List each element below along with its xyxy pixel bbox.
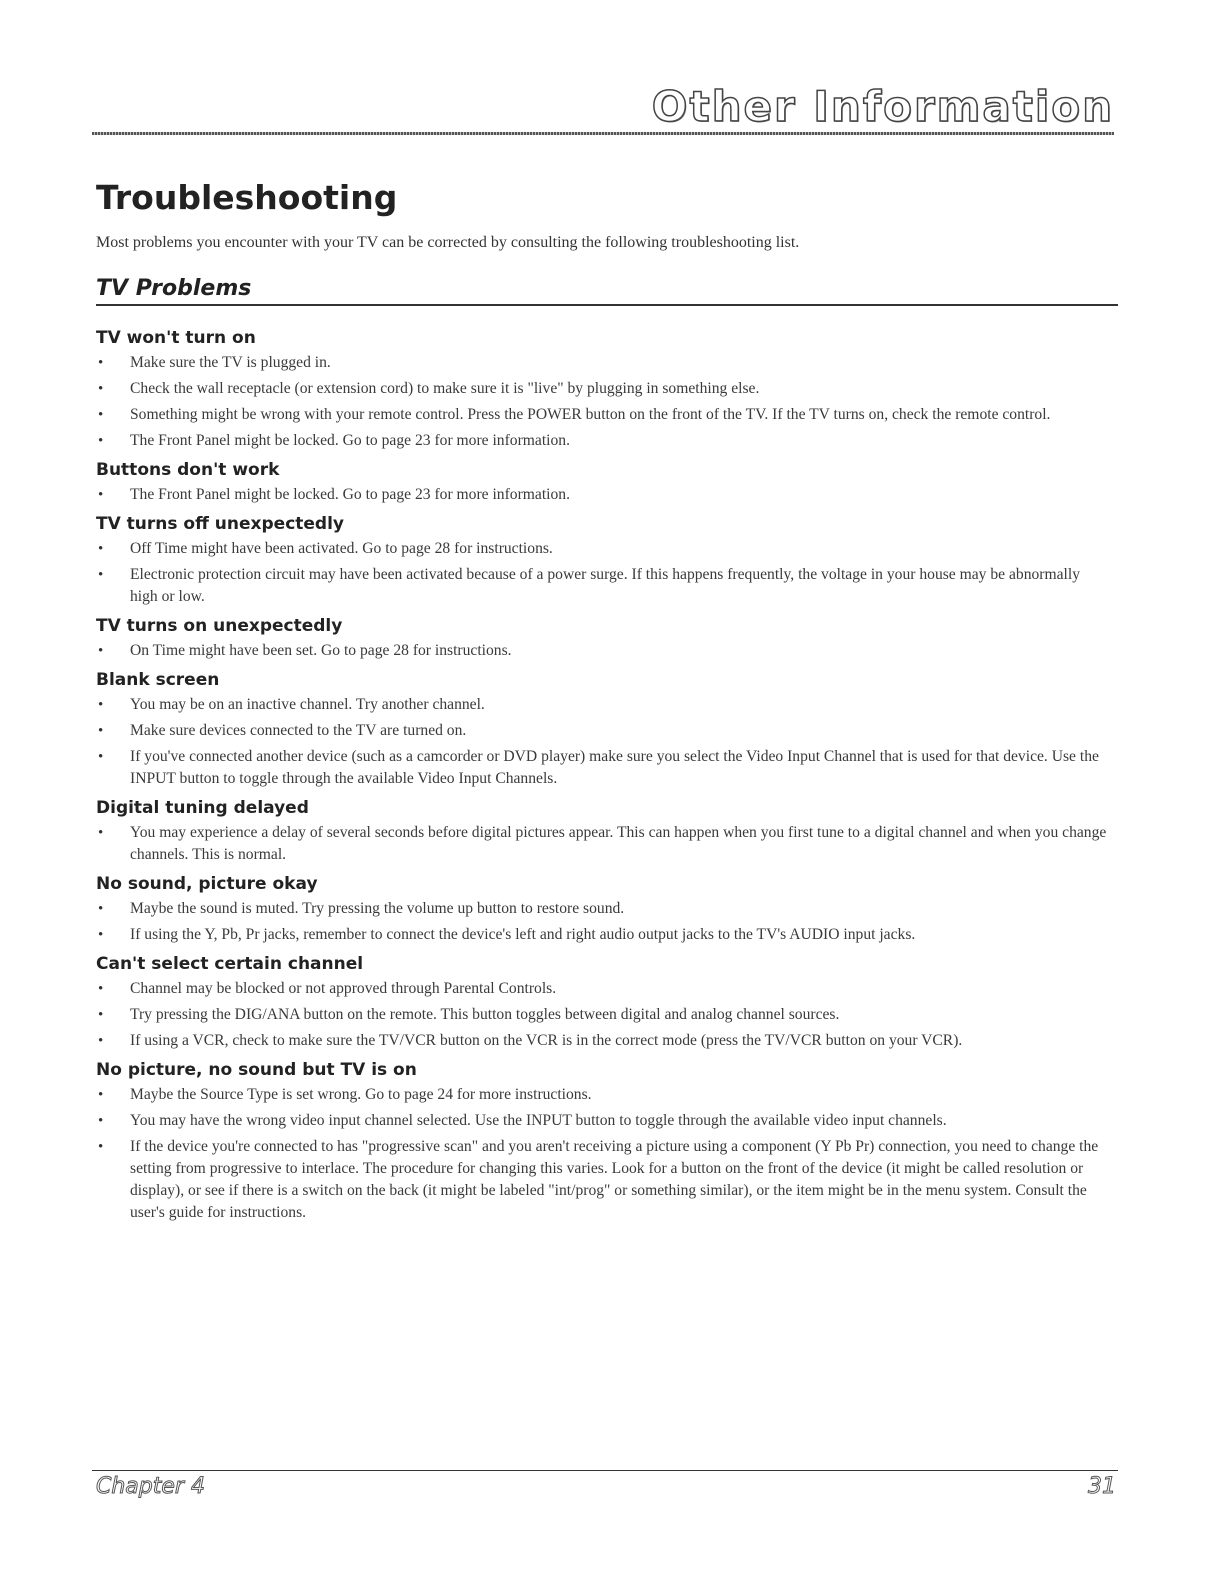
group-heading: TV turns off unexpectedly	[96, 514, 345, 534]
list-item: • If the device you're connected to has "progressive scan" and you aren't receiving a picture using a component (Y Pb Pr) connection, you need to change the setting from progressive to interlace. The procedure for changing this varies. Look for a button on the front of the device (it might be called resolution or display), or see if there is a switch on the back (it might be labeled "int/prog" or something similar), or the item might be in the menu system. Consult the user's guide for instructions.	[96, 1136, 1111, 1224]
list-item: • Something might be wrong with your remote control. Press the POWER button on the front of the TV. If the TV turns on, check the remote control.	[96, 404, 1111, 426]
group-blank-screen	[96, 668, 1111, 790]
list-item: • Try pressing the DIG/ANA button on the remote. This button toggles between digital and analog channel sources.	[96, 1004, 1111, 1026]
list-item: • You may be on an inactive channel. Try another channel.	[96, 694, 1111, 716]
section-rule	[96, 304, 1118, 306]
group-no-picture-no-sound	[96, 1058, 1111, 1224]
list-item: • On Time might have been set. Go to page 28 for instructions.	[96, 640, 1111, 662]
header-rule	[92, 132, 1114, 135]
group-heading: No sound, picture okay	[96, 874, 318, 894]
list-item: • If using the Y, Pb, Pr jacks, remember to connect the device's left and right audio output jacks to the TV's AUDIO input jacks.	[96, 924, 1111, 946]
header-title: Other Information	[651, 82, 1114, 131]
list-item: • Channel may be blocked or not approved through Parental Controls.	[96, 978, 1111, 1000]
list-item: • Electronic protection circuit may have been activated because of a power surge. If this happens frequently, the voltage in your house may be abnormally high or low.	[96, 564, 1111, 608]
troubleshooting-list	[96, 326, 1111, 1230]
list-item: • You may experience a delay of several seconds before digital pictures appear. This can happen when you first tune to a digital channel and when you change channels. This is normal.	[96, 822, 1111, 866]
list-item: • You may have the wrong video input channel selected. Use the INPUT button to toggle through the available video input channels.	[96, 1110, 1111, 1132]
group-heading: TV turns on unexpectedly	[96, 616, 343, 636]
group-heading: Buttons don't work	[96, 460, 280, 480]
intro-text: Most problems you encounter with your TV can be corrected by consulting the following troubleshooting list.	[96, 234, 800, 251]
group-no-sound	[96, 872, 1111, 946]
list-item: • The Front Panel might be locked. Go to page 23 for more information.	[96, 484, 1111, 506]
group-digital-tuning	[96, 796, 1111, 866]
footer-rule	[92, 1470, 1118, 1471]
group-heading: Digital tuning delayed	[96, 798, 309, 818]
group-buttons-dont-work	[96, 458, 1111, 506]
page-title: Troubleshooting	[96, 178, 398, 217]
list-item: • Make sure devices connected to the TV are turned on.	[96, 720, 1111, 742]
section-title: TV Problems	[96, 276, 252, 301]
list-item: • Maybe the Source Type is set wrong. Go to page 24 for more instructions.	[96, 1084, 1111, 1106]
list-item: • Make sure the TV is plugged in.	[96, 352, 1111, 374]
group-tv-wont-turn-on	[96, 326, 1111, 452]
list-item: • If you've connected another device (such as a camcorder or DVD player) make sure you select the Video Input Channel that is used for that device. Use the INPUT button to toggle through the available Video Input Channels.	[96, 746, 1111, 790]
list-item: • Maybe the sound is muted. Try pressing the volume up button to restore sound.	[96, 898, 1111, 920]
list-item: • Off Time might have been activated. Go to page 28 for instructions.	[96, 538, 1111, 560]
list-item: • The Front Panel might be locked. Go to page 23 for more information.	[96, 430, 1111, 452]
list-item: • Check the wall receptacle (or extension cord) to make sure it is "live" by plugging in something else.	[96, 378, 1111, 400]
footer-chapter: Chapter 4	[96, 1474, 205, 1499]
group-tv-turns-on	[96, 614, 1111, 662]
group-heading: Can't select certain channel	[96, 954, 364, 974]
group-cant-select-channel	[96, 952, 1111, 1052]
page-number: 31	[1088, 1474, 1116, 1499]
list-item: • If using a VCR, check to make sure the TV/VCR button on the VCR is in the correct mode (press the TV/VCR button on your VCR).	[96, 1030, 1111, 1052]
group-heading: No picture, no sound but TV is on	[96, 1060, 417, 1080]
group-heading: TV won't turn on	[96, 328, 256, 348]
group-tv-turns-off	[96, 512, 1111, 608]
group-heading: Blank screen	[96, 670, 220, 690]
